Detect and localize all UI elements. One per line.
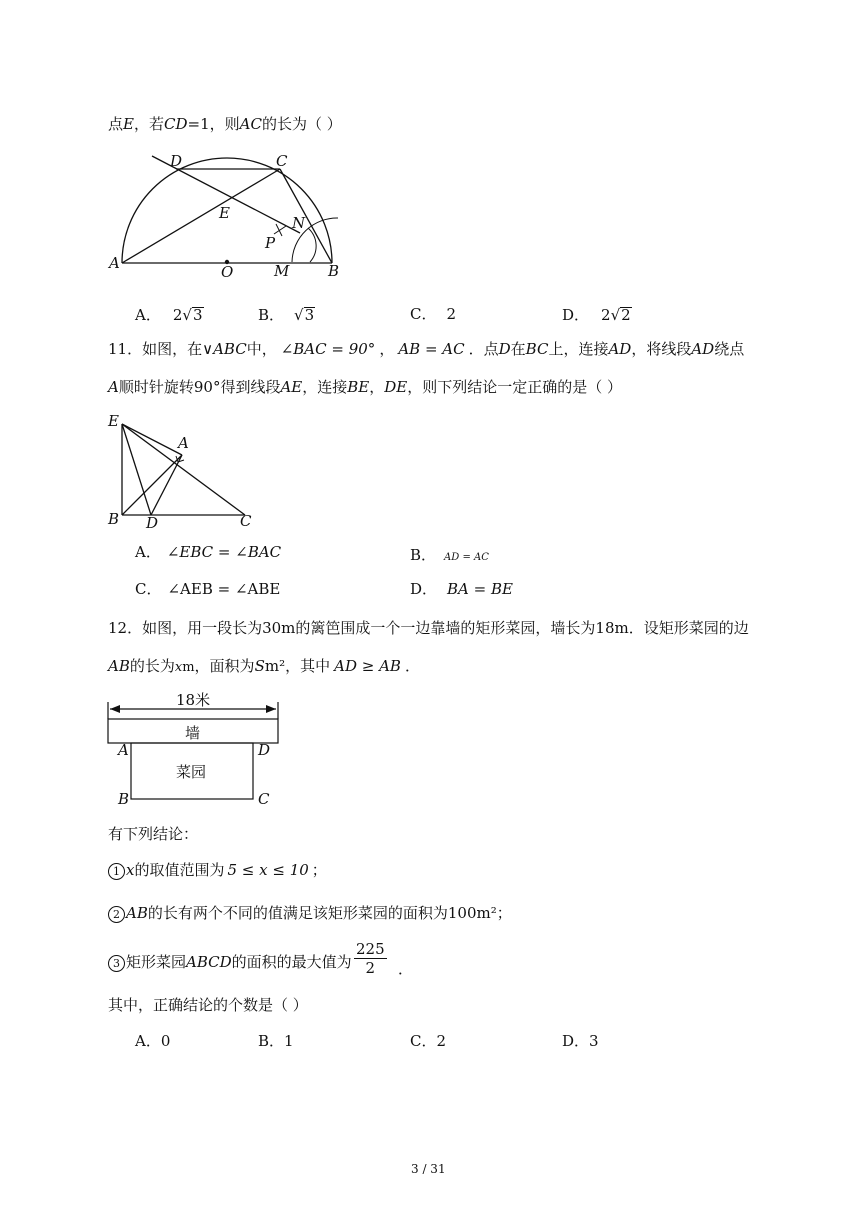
q12-c3-end: ． (398, 960, 414, 978)
label-D: D (258, 741, 271, 759)
label-M: M (274, 262, 290, 280)
page-number: 3 / 31 (411, 1162, 446, 1176)
label-C: C (240, 512, 252, 530)
label-B: B (328, 262, 340, 280)
label-A: A (178, 434, 189, 452)
q11-option-a[interactable]: A． ∠EBC = ∠BAC (135, 543, 282, 561)
line-AC (122, 169, 280, 263)
label-E: E (219, 204, 230, 222)
arrow-left (110, 705, 120, 713)
q12-stem-line1: 12．如图，用一段长为30m的篱笆围成一个一边靠墙的矩形菜园，墙长为18m．设矩形菜园的边 (108, 619, 749, 637)
label-O: O (221, 263, 234, 281)
label-E: E (108, 412, 119, 430)
segment-AD (151, 455, 182, 515)
label-B: B (118, 790, 130, 808)
q12-option-a[interactable]: A．0 (135, 1032, 171, 1050)
label-D: D (146, 514, 159, 532)
q12-option-c[interactable]: C．2 (410, 1032, 447, 1050)
cross-mark-2 (276, 224, 282, 236)
q12-conclusion-3: 3 矩形菜园ABCD的面积的最大值为 (108, 955, 352, 972)
q11-option-d[interactable]: D． BA = BE (410, 580, 513, 598)
q10-option-a[interactable]: A． 2√3 (135, 306, 203, 324)
label-P: P (265, 234, 276, 252)
q12-max-area-fraction: $\frac{225}{2}$ (356, 940, 385, 977)
line-CB (280, 169, 332, 263)
q12-option-d[interactable]: D．3 (562, 1032, 599, 1050)
label-C: C (276, 152, 288, 170)
q10-option-c[interactable]: C． 2 (410, 305, 457, 323)
garden-label: 菜园 (176, 763, 207, 781)
q10-option-d[interactable]: D． 2√2 (562, 306, 631, 324)
q12-question: 其中，正确结论的个数是（ ） (108, 996, 308, 1014)
q12-stem-line2: AB的长为xm，面积为Sm²，其中 AD ≥ AB ． (108, 657, 420, 675)
width-label: 18米 (176, 691, 211, 709)
q11-stem-line1: 11．如图，在∨ABC中， ∠BAC = 90° ， AB = AC ．点D在BC上，连接AD，将线段AD绕点 (108, 340, 745, 358)
q10-option-b[interactable]: B． √3 (258, 306, 315, 324)
q11-figure (100, 410, 270, 535)
q10-figure (100, 140, 350, 285)
q11-option-c[interactable]: C． ∠AEB = ∠ABE (135, 580, 281, 598)
q12-intro: 有下列结论： (108, 825, 199, 843)
q12-conclusion-2: 2 AB的长有两个不同的值满足该矩形菜园的面积为100m²； (108, 906, 512, 923)
segment-AB (122, 455, 182, 515)
label-A: A (109, 254, 120, 272)
q12-option-b[interactable]: B．1 (258, 1032, 294, 1050)
q12-figure (100, 688, 295, 808)
label-C: C (258, 790, 270, 808)
wall-label: 墙 (185, 724, 201, 742)
q12-conclusion-1: 1 x的取值范围为 5 ≤ x ≤ 10 ； (108, 863, 327, 880)
q11-option-b[interactable]: B． AD = AC (410, 546, 489, 564)
arrow-right (266, 705, 276, 713)
label-A: A (118, 741, 129, 759)
q11-stem-line2: A顺时针旋转90°得到线段AE，连接BE，DE，则下列结论一定正确的是（ ） (108, 378, 623, 396)
q10-stem: 点E，若CD=1，则AC的长为（ ） (108, 115, 342, 133)
label-B: B (108, 510, 120, 528)
label-N: N (292, 214, 306, 232)
label-D: D (170, 152, 183, 170)
